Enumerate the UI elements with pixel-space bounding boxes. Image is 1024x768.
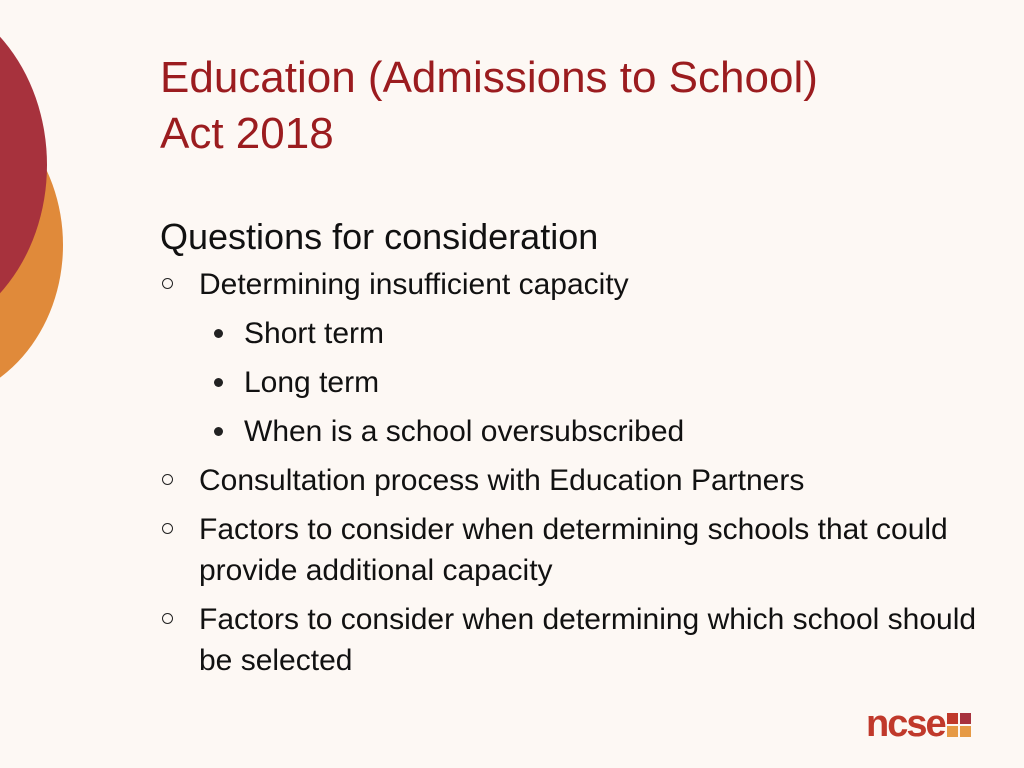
decorative-arcs (0, 0, 80, 420)
slide-body (160, 212, 980, 689)
list-item (160, 460, 980, 501)
dot-bullet-icon (214, 427, 223, 436)
subheading: Questions for consideration (160, 216, 599, 257)
title-line-1: Education (Admissions to School) (160, 53, 818, 102)
sub-list-item (199, 411, 980, 452)
dot-bullet-icon (214, 329, 223, 338)
logo-text: ncse (866, 703, 945, 745)
sub-list-item (199, 313, 980, 354)
list-item-text: Determining insufficient capacity (199, 268, 629, 301)
sub-list (199, 313, 980, 452)
list-item (160, 599, 980, 681)
slide-title (160, 50, 980, 162)
sub-list-item (199, 362, 980, 403)
list-item (160, 509, 980, 591)
list-item-text: Factors to consider when determining schools that could provide additional capacity (199, 513, 948, 587)
title-line-2: Act 2018 (160, 109, 334, 158)
list-item-text: Consultation process with Education Partners (199, 464, 805, 497)
ring-bullet-icon (162, 523, 173, 534)
ring-bullet-icon (162, 474, 173, 485)
ring-bullet-icon (162, 278, 173, 289)
list-item (160, 264, 980, 452)
sub-list-item-text: Long term (244, 366, 380, 399)
ncse-logo (866, 704, 971, 744)
ring-bullet-icon (162, 613, 173, 624)
dot-bullet-icon (214, 378, 223, 387)
sub-list-item-text: When is a school oversubscribed (244, 415, 685, 448)
ncse-squares-icon (947, 713, 971, 737)
question-list (160, 264, 980, 681)
sub-list-item-text: Short term (244, 317, 385, 350)
list-item-text: Factors to consider when determining which school should be selected (199, 603, 977, 677)
